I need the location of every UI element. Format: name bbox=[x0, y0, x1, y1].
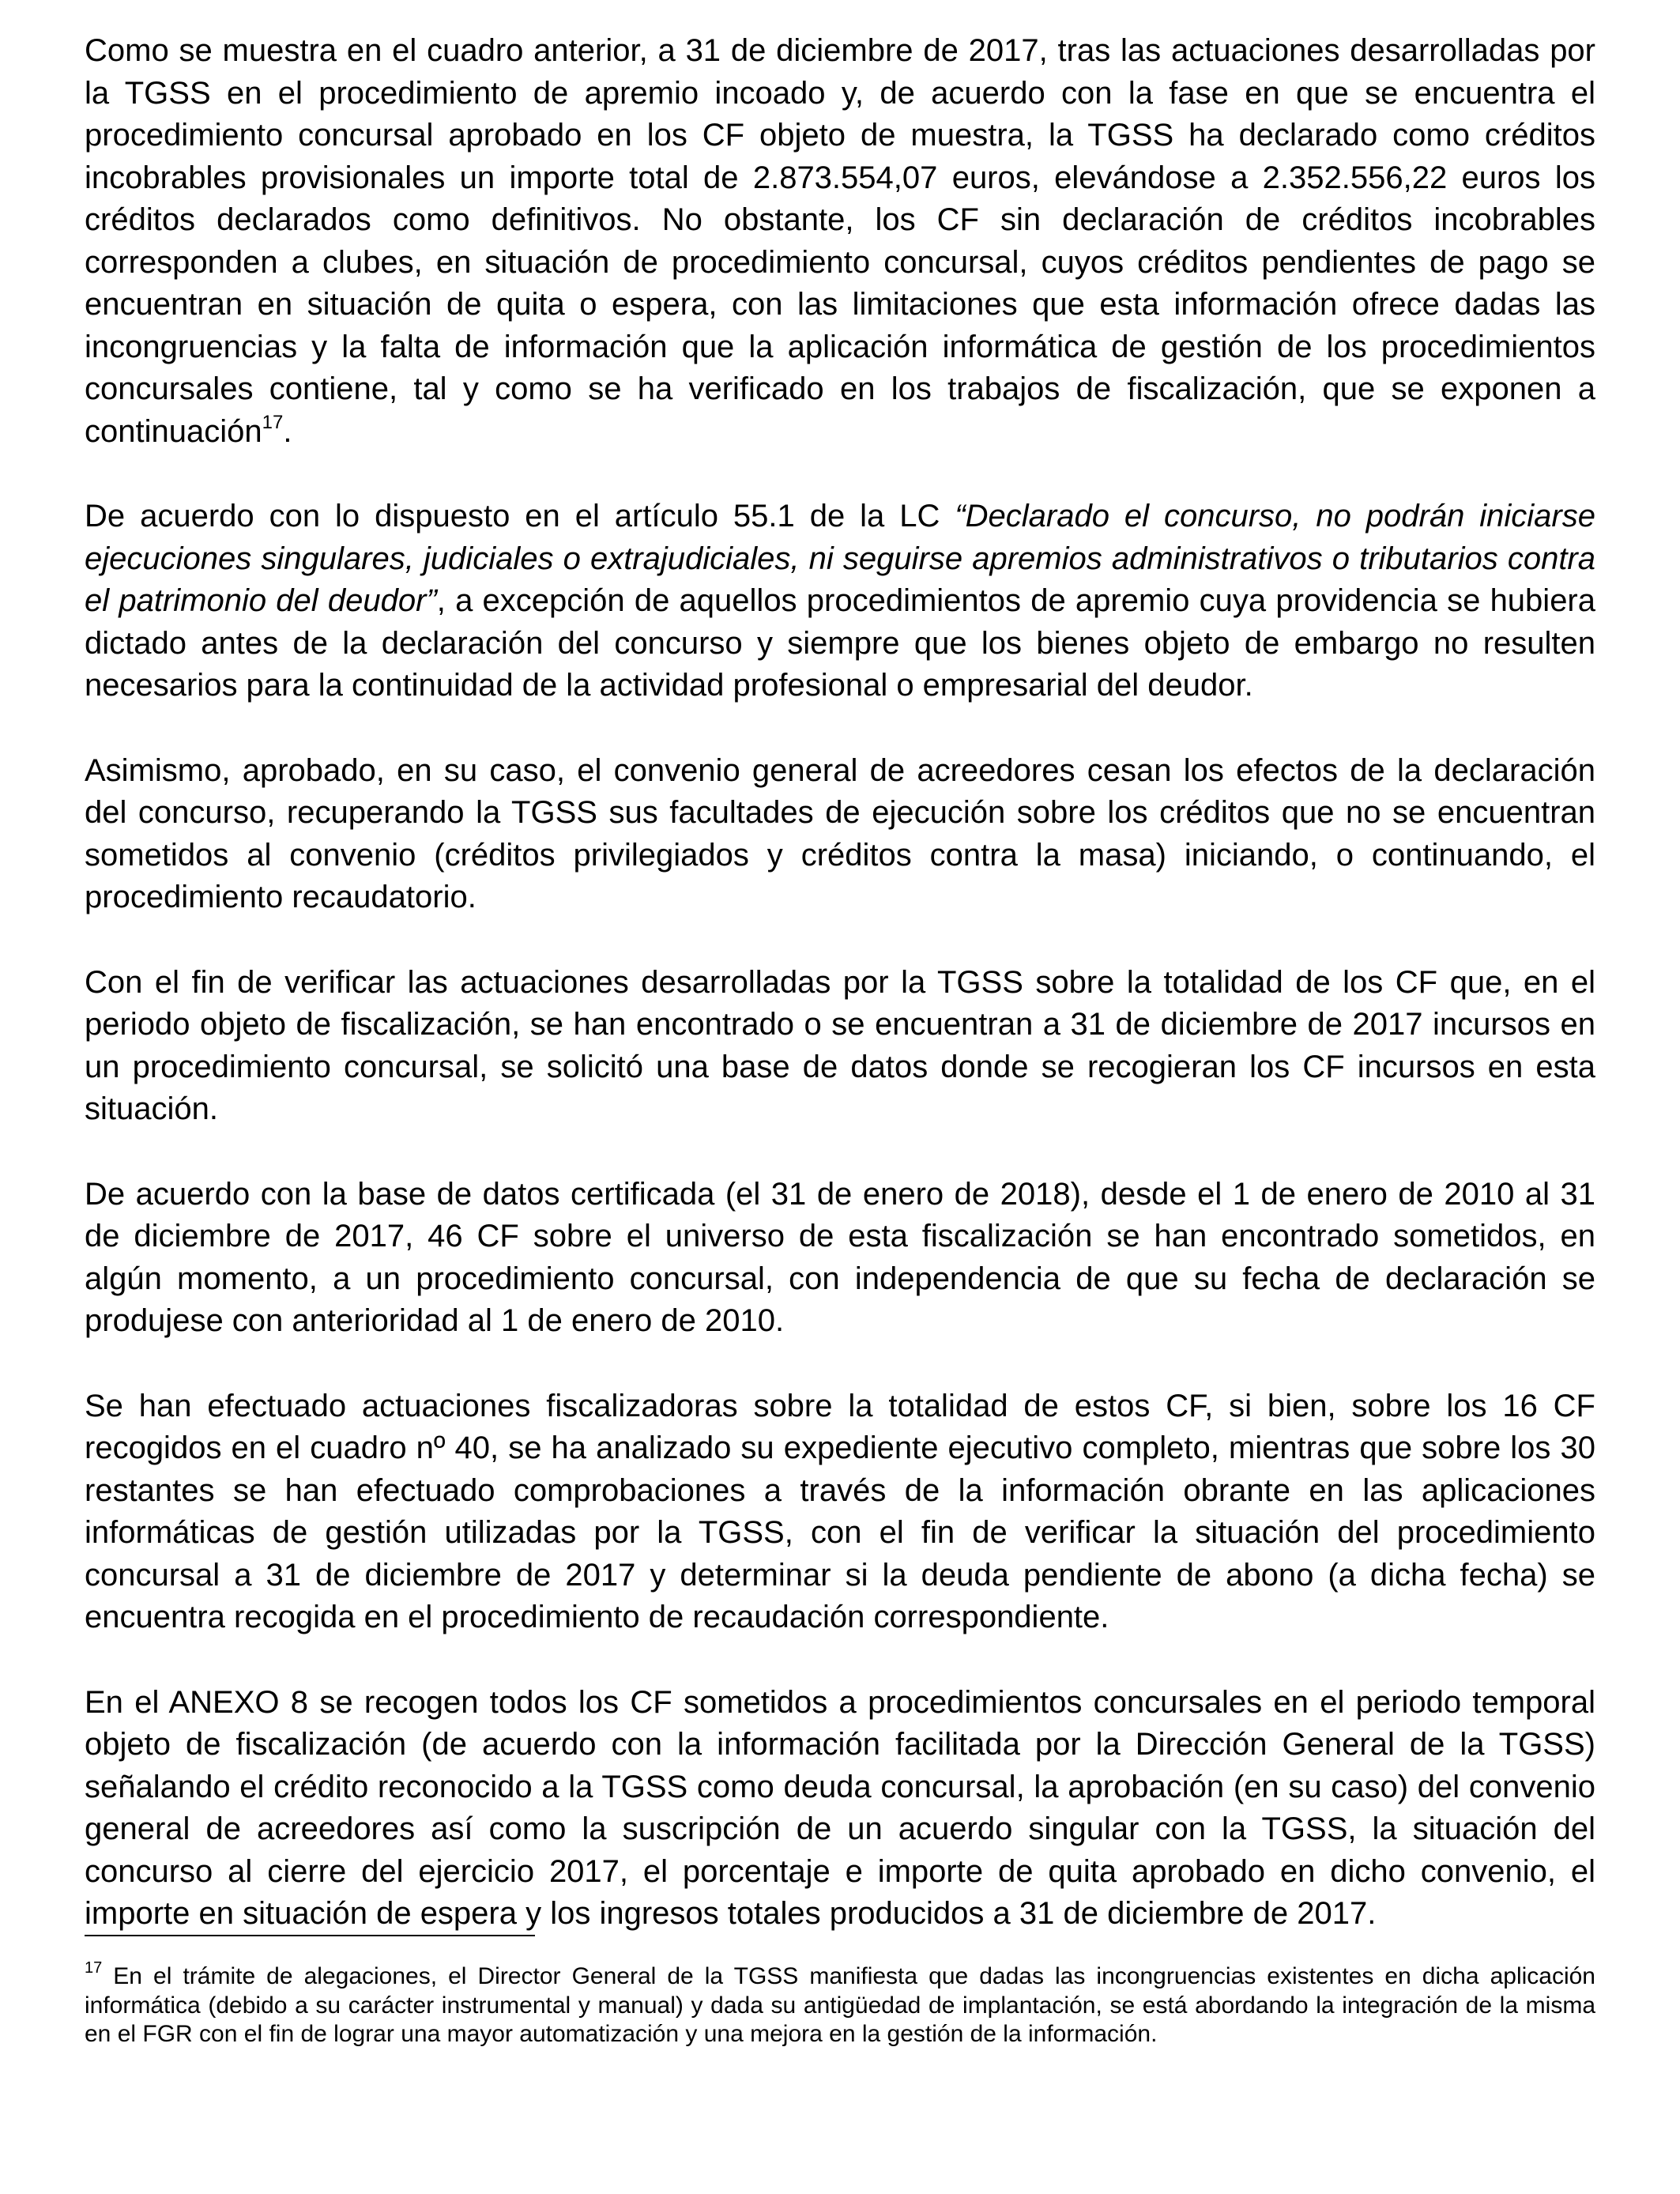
footnote-separator bbox=[85, 1935, 535, 1936]
paragraph-7: En el ANEXO 8 se recogen todos los CF sometidos a procedimientos concursales en el periodo temporal objeto de fiscalización (de acuerdo con la información facilitada por la Dirección General de la TGSS) señalando el crédito reconocido a la TGSS como deuda concursal, la aprobación (en su caso) del convenio general de acreedores así como la suscripción de un acuerdo singular con la TGSS, la situación del concurso al cierre del ejercicio 2017, el porcentaje e importe de quita aprobado en dicho convenio, el importe en situación de espera y los ingresos totales producidos a 31 de diciembre de 2017. bbox=[85, 1684, 1595, 1931]
legal-quote: “Declarado el concurso, no podrán iniciarse ejecuciones singulares, judiciales o extrajudiciales, ni seguirse apremios administrativos o tributarios contra el patrimonio del deudor” bbox=[85, 499, 1595, 618]
paragraph-2-rest: , a excepción de aquellos procedimientos de apremio cuya providencia se hubiera dictado antes de la declaración del concurso y siempre que los bienes objeto de embargo no resulten necesarios para la continuidad de la actividad profesional o empresarial del deudor. bbox=[85, 583, 1596, 703]
paragraph-6: Se han efectuado actuaciones fiscalizadoras sobre la totalidad de estos CF, si bien, sobre los 16 CF recogidos en el cuadro nº 40, se ha analizado su expediente ejecutivo completo, mientras que sobre los 30 restantes se han efectuado comprobaciones a través de la información obrante en las aplicaciones informáticas de gestión utilizadas por la TGSS, con el fin de verificar la situación del procedimiento concursal a 31 de diciembre de 2017 y determinar si la deuda pendiente de abono (a dicha fecha) se encuentra recogida en el procedimiento de recaudación correspondiente. bbox=[85, 1388, 1595, 1634]
document-body bbox=[85, 30, 1595, 1936]
footnote-reference[interactable]: 17 bbox=[262, 412, 284, 434]
paragraph-3: Asimismo, aprobado, en su caso, el convenio general de acreedores cesan los efectos de la declaración del concurso, recuperando la TGSS sus facultades de ejecución sobre los créditos que no se encuentran sometidos al convenio (créditos privilegiados y créditos contra la masa) iniciando, o continuando, el procedimiento recaudatorio. bbox=[85, 752, 1595, 914]
paragraph-2-intro: De acuerdo con lo dispuesto en el artículo 55.1 de la LC bbox=[85, 499, 955, 533]
footnote bbox=[85, 1959, 1595, 2049]
footnote-text: En el trámite de alegaciones, el Director General de la TGSS manifiesta que dadas las incongruencias existentes en dicha aplicación informática (debido a su carácter instrumental y manual) y dada su antigüedad de implantación, se está abordando la integración de la misma en el FGR con el fin de lograr una mayor automatización y una mejora en la gestión de la información. bbox=[85, 1963, 1595, 2047]
paragraph-1-text: Como se muestra en el cuadro anterior, a 31 de diciembre de 2017, tras las actuaciones desarrolladas por la TGSS en el procedimiento de apremio incoado y, de acuerdo con la fase en que se encuentra el procedimiento concursal aprobado en los CF objeto de muestra, la TGSS ha declarado como créditos incobrables provisionales un importe total de 2.873.554,07 euros, elevándose a 2.352.556,22 euros los créditos declarados como definitivos. No obstante, los CF sin declaración de créditos incobrables corresponden a clubes, en situación de procedimiento concursal, cuyos créditos pendientes de pago se encuentran en situación de quita o espera, con las limitaciones que esta información ofrece dadas las incongruencias y la falta de información que la aplicación informática de gestión de los procedimientos concursales contiene, tal y como se ha verificado en los trabajos de fiscalización, que se exponen a continuación bbox=[85, 33, 1595, 449]
paragraph-1-end: . bbox=[283, 413, 292, 449]
paragraph-5: De acuerdo con la base de datos certificada (el 31 de enero de 2018), desde el 1 de enero de 2010 al 31 de diciembre de 2017, 46 CF sobre el universo de esta fiscalización se han encontrado sometidos, en algún momento, a un procedimiento concursal, con independencia de que su fecha de declaración se produjese con anterioridad al 1 de enero de 2010. bbox=[85, 1176, 1595, 1338]
paragraph-4: Con el fin de verificar las actuaciones desarrolladas por la TGSS sobre la totalidad de los CF que, en el periodo objeto de fiscalización, se han encontrado o se encuentran a 31 de diciembre de 2017 incursos en un procedimiento concursal, se solicitó una base de datos donde se recogieran los CF incursos en esta situación. bbox=[85, 964, 1595, 1126]
paragraph-1 bbox=[85, 30, 1595, 453]
footnote-marker: 17 bbox=[85, 1959, 103, 1977]
paragraph-2 bbox=[85, 496, 1595, 707]
